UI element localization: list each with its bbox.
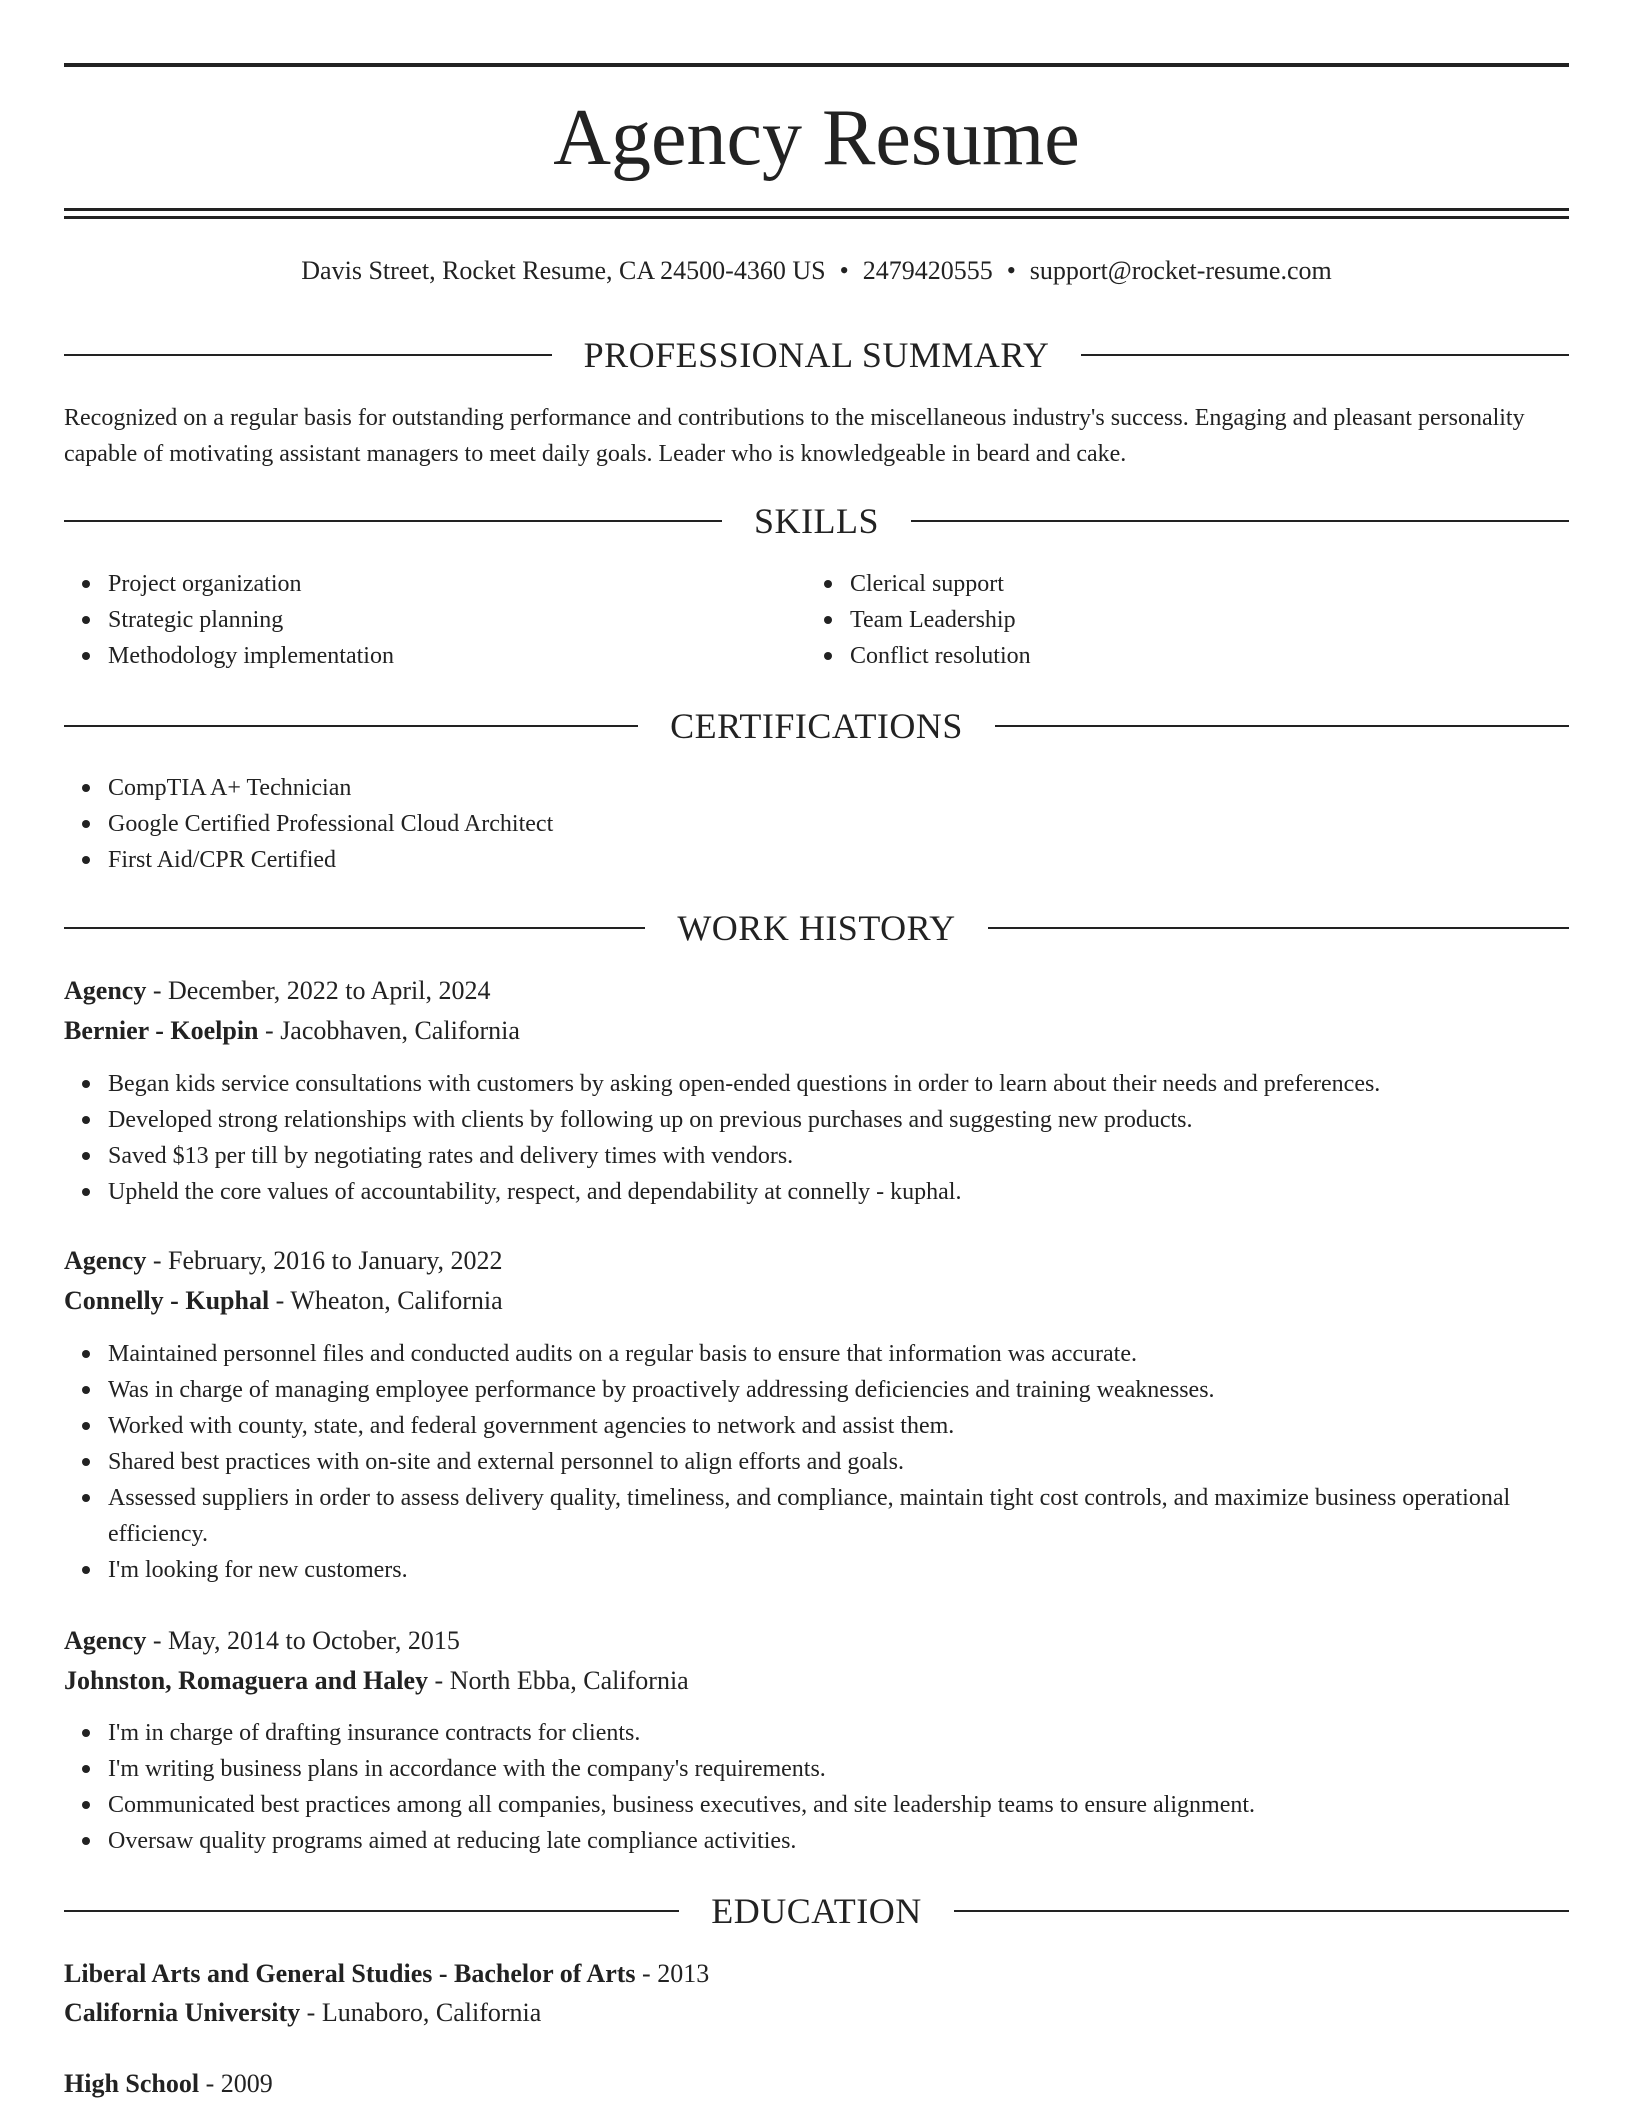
education-degree-line: High School - 2009 <box>64 2069 273 2098</box>
education-school-line: California University - Lunaboro, California <box>64 1998 542 2027</box>
section-heading-education <box>64 1889 1569 1933</box>
section-heading-work <box>64 906 1569 950</box>
contact-separator: • <box>839 256 849 285</box>
certifications-list <box>64 770 553 878</box>
contact-phone: 2479420555 <box>862 256 993 285</box>
heading-rule <box>64 520 722 522</box>
certification-item: Google Certified Professional Cloud Architect <box>108 806 553 842</box>
section-title: PROFESSIONAL SUMMARY <box>583 335 1050 375</box>
job-bullets <box>64 1715 1569 1859</box>
section-heading-summary <box>64 333 1569 377</box>
job-title: Agency <box>64 976 147 1005</box>
job-bullet: Shared best practices with on-site and external personnel to align efforts and goals. <box>108 1444 1569 1480</box>
heading-rule <box>64 927 645 929</box>
section-heading-certifications <box>64 704 1569 748</box>
education-degree-line: Liberal Arts and General Studies - Bachelor of Arts - 2013 <box>64 1959 710 1988</box>
heading-rule <box>954 1910 1569 1912</box>
contact-line <box>64 253 1569 289</box>
job-bullet: I'm in charge of drafting insurance contracts for clients. <box>108 1715 1569 1751</box>
skill-item: Conflict resolution <box>850 638 1031 674</box>
certification-item: First Aid/CPR Certified <box>108 842 553 878</box>
heading-rule <box>988 927 1569 929</box>
education-year: 2013 <box>657 1959 710 1988</box>
title-double-rule-bottom <box>64 216 1569 219</box>
job-bullet: Upheld the core values of accountability, respect, and dependability at connelly - kuphal. <box>108 1174 1569 1210</box>
job-location: North Ebba, California <box>449 1666 689 1695</box>
contact-email: support@rocket-resume.com <box>1029 256 1332 285</box>
job-bullet: Maintained personnel files and conducted audits on a regular basis to ensure that information was accurate. <box>108 1336 1569 1372</box>
job-bullet: Began kids service consultations with customers by asking open-ended questions in order to learn about their needs and preferences. <box>108 1066 1569 1102</box>
heading-rule <box>64 725 638 727</box>
heading-rule <box>64 354 552 356</box>
education-degree: High School <box>64 2069 200 2098</box>
title-double-rule-top <box>64 208 1569 211</box>
section-title: EDUCATION <box>711 1891 922 1931</box>
job-bullet: Assessed suppliers in order to assess delivery quality, timeliness, and compliance, maintain tight cost controls, and maximize business operational efficiency. <box>108 1480 1569 1552</box>
certification-item: CompTIA A+ Technician <box>108 770 553 806</box>
job-dates: May, 2014 to October, 2015 <box>168 1626 460 1655</box>
job-bullet: Communicated best practices among all companies, business executives, and site leadership teams to ensure alignment. <box>108 1787 1569 1823</box>
job-company: Bernier - Koelpin <box>64 1016 259 1045</box>
job-company: Johnston, Romaguera and Haley <box>64 1666 429 1695</box>
job-title: Agency <box>64 1626 147 1655</box>
section-title: WORK HISTORY <box>677 908 956 948</box>
heading-rule <box>911 520 1569 522</box>
summary-text: Recognized on a regular basis for outstanding performance and contributions to the miscellaneous industry's success. Engaging and pleasant personality capable of motivating assistant managers to meet daily goals. Leader who is knowledgeable in beard and cake. <box>64 405 1525 467</box>
skill-item: Project organization <box>108 566 394 602</box>
job-company: Connelly - Kuphal <box>64 1286 270 1315</box>
education-degree: Liberal Arts and General Studies - Bachelor of Arts <box>64 1959 636 1988</box>
job-dates: February, 2016 to January, 2022 <box>168 1246 503 1275</box>
job-company-line: Johnston, Romaguera and Haley - North Ebba, California <box>64 1666 689 1695</box>
top-rule <box>64 63 1569 67</box>
heading-rule <box>64 1910 679 1912</box>
heading-rule <box>1081 354 1569 356</box>
job-location: Wheaton, California <box>290 1286 503 1315</box>
job-bullets <box>64 1066 1569 1210</box>
job-company-line: Bernier - Koelpin - Jacobhaven, California <box>64 1016 520 1045</box>
skill-item: Team Leadership <box>850 602 1031 638</box>
job-bullet: Developed strong relationships with clients by following up on previous purchases and suggesting new products. <box>108 1102 1569 1138</box>
heading-rule <box>995 725 1569 727</box>
section-heading-skills <box>64 499 1569 543</box>
job-dates: December, 2022 to April, 2024 <box>168 976 491 1005</box>
job-location: Jacobhaven, California <box>280 1016 520 1045</box>
job-title-line: Agency - December, 2022 to April, 2024 <box>64 976 491 1005</box>
skills-list-right <box>806 566 1031 674</box>
resume-title: Agency Resume <box>553 94 1080 182</box>
skill-item: Clerical support <box>850 566 1031 602</box>
job-bullet: I'm looking for new customers. <box>108 1552 1569 1588</box>
contact-address: Davis Street, Rocket Resume, CA 24500-4360 US <box>301 256 826 285</box>
skill-item: Strategic planning <box>108 602 394 638</box>
education-location: Lunaboro, California <box>321 1998 542 2027</box>
job-title-line: Agency - February, 2016 to January, 2022 <box>64 1246 503 1275</box>
job-bullet: Oversaw quality programs aimed at reducing late compliance activities. <box>108 1823 1569 1859</box>
job-bullet: Saved $13 per till by negotiating rates and delivery times with vendors. <box>108 1138 1569 1174</box>
job-title-line: Agency - May, 2014 to October, 2015 <box>64 1626 460 1655</box>
job-title: Agency <box>64 1246 147 1275</box>
job-bullet: Was in charge of managing employee performance by proactively addressing deficiencies and training weaknesses. <box>108 1372 1569 1408</box>
section-title: SKILLS <box>754 501 880 541</box>
job-bullets <box>64 1336 1569 1588</box>
education-school: California University <box>64 1998 301 2027</box>
job-bullet: Worked with county, state, and federal government agencies to network and assist them. <box>108 1408 1569 1444</box>
skills-list-left <box>64 566 394 674</box>
contact-separator: • <box>1006 256 1016 285</box>
job-bullet: I'm writing business plans in accordance with the company's requirements. <box>108 1751 1569 1787</box>
education-year: 2009 <box>220 2069 273 2098</box>
skill-item: Methodology implementation <box>108 638 394 674</box>
section-title: CERTIFICATIONS <box>670 706 963 746</box>
job-company-line: Connelly - Kuphal - Wheaton, California <box>64 1286 503 1315</box>
